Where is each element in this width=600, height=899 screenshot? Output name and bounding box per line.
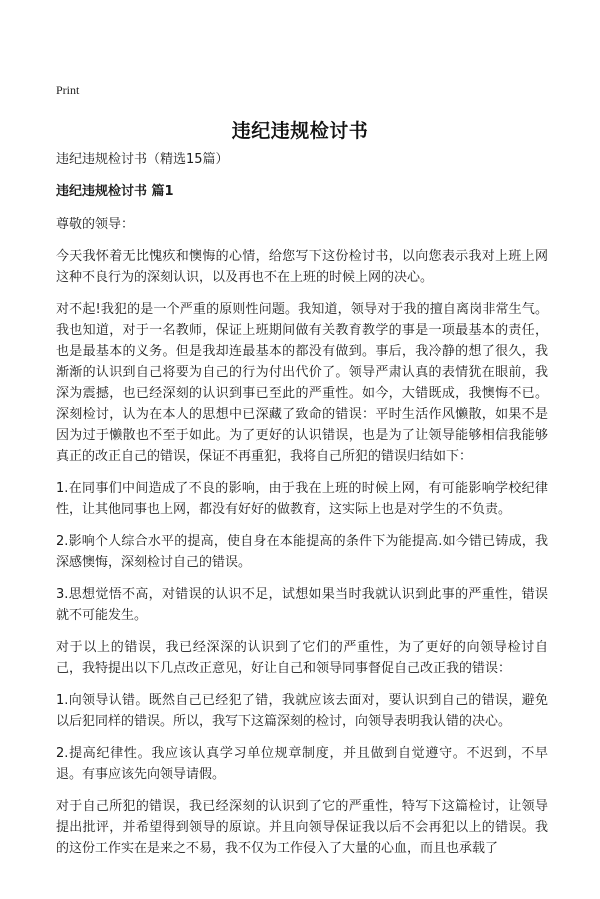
correction-item-2: 2.提高纪律性。我应该认真学习单位规章制度，并且做到自觉遵守。不迟到，不早退。有事应该先向领导请假。 xyxy=(56,746,548,782)
document-subtitle: 违纪违规检讨书（精选15篇） xyxy=(56,152,229,167)
correction-item-1: 1.向领导认错。既然自己已经犯了错，我就应该去面对，要认识到自己的错误，避免以后犯同样的错误。所以，我写下这篇深刻的检讨，向领导表明我认错的决心。 xyxy=(56,693,548,729)
list-item-3: 3.思想觉悟不高，对错误的认识不足，试想如果当时我就认识到此事的严重性，错误就不可能发生。 xyxy=(56,587,548,623)
salutation: 尊敬的领导： xyxy=(56,217,135,232)
list-item-1: 1.在同事们中间造成了不良的影响，由于我在上班的时候上网，有可能影响学校纪律性，让其他同事也上网，都没有好好的做教育，这实际上也是对学生的不负责。 xyxy=(56,481,548,517)
paragraph-intro: 今天我怀着无比愧疚和懊悔的心情，给您写下这份检讨书，以向您表示我对上班上网这种不良行为的深刻认识，以及再也不在上班的时候上网的决心。 xyxy=(56,249,548,285)
print-label: Print xyxy=(56,83,80,97)
document-title: 违纪违规检讨书 xyxy=(231,120,369,142)
section-heading: 违纪违规检讨书 篇1 xyxy=(56,184,174,199)
paragraph-corrections-intro: 对于以上的错误，我已经深深的认识到了它们的严重性，为了更好的向领导检讨自己，我特提出以下几点改正意见，好让自己和领导同事督促自己改正我的错误： xyxy=(56,640,548,676)
document-body xyxy=(56,150,548,870)
paragraph-main: 对不起!我犯的是一个严重的原则性问题。我知道，领导对于我的擅自离岗非常生气。我也知道，对于一名教师，保证上班期间做有关教育教学的事是一项最基本的责任，也是最基本的义务。但是我却连最基本的都没有做到。事后，我冷静的想了很久，我渐渐的认识到自己将要为自己的行为付出代价了。领导严肃认真的表情犹在眼前，我深为震撼，也已经深刻的认识到事已至此的严重性。如今，大错既成，我懊悔不已。深刻检讨，认为在本人的思想中已深藏了致命的错误：平时生活作风懒散，如果不是因为过于懒散也不至于如此。为了更好的认识错误，也是为了让领导能够相信我能够真正的改正自己的错误，保证不再重犯，我将自己所犯的错误归结如下： xyxy=(56,302,548,464)
paragraph-closing: 对于自己所犯的错误，我已经深刻的认识到了它的严重性，特写下这篇检讨，让领导提出批评，并希望得到领导的原谅。并且向领导保证我以后不会再犯以上的错误。我的这份工作实在是来之不易，我不仅为工作侵入了大量的心血，而且也承载了 xyxy=(56,799,548,856)
list-item-2: 2.影响个人综合水平的提高，使自身在本能提高的条件下为能提高.如今错已铸成，我深感懊悔，深刻检讨自己的错误。 xyxy=(56,534,548,570)
